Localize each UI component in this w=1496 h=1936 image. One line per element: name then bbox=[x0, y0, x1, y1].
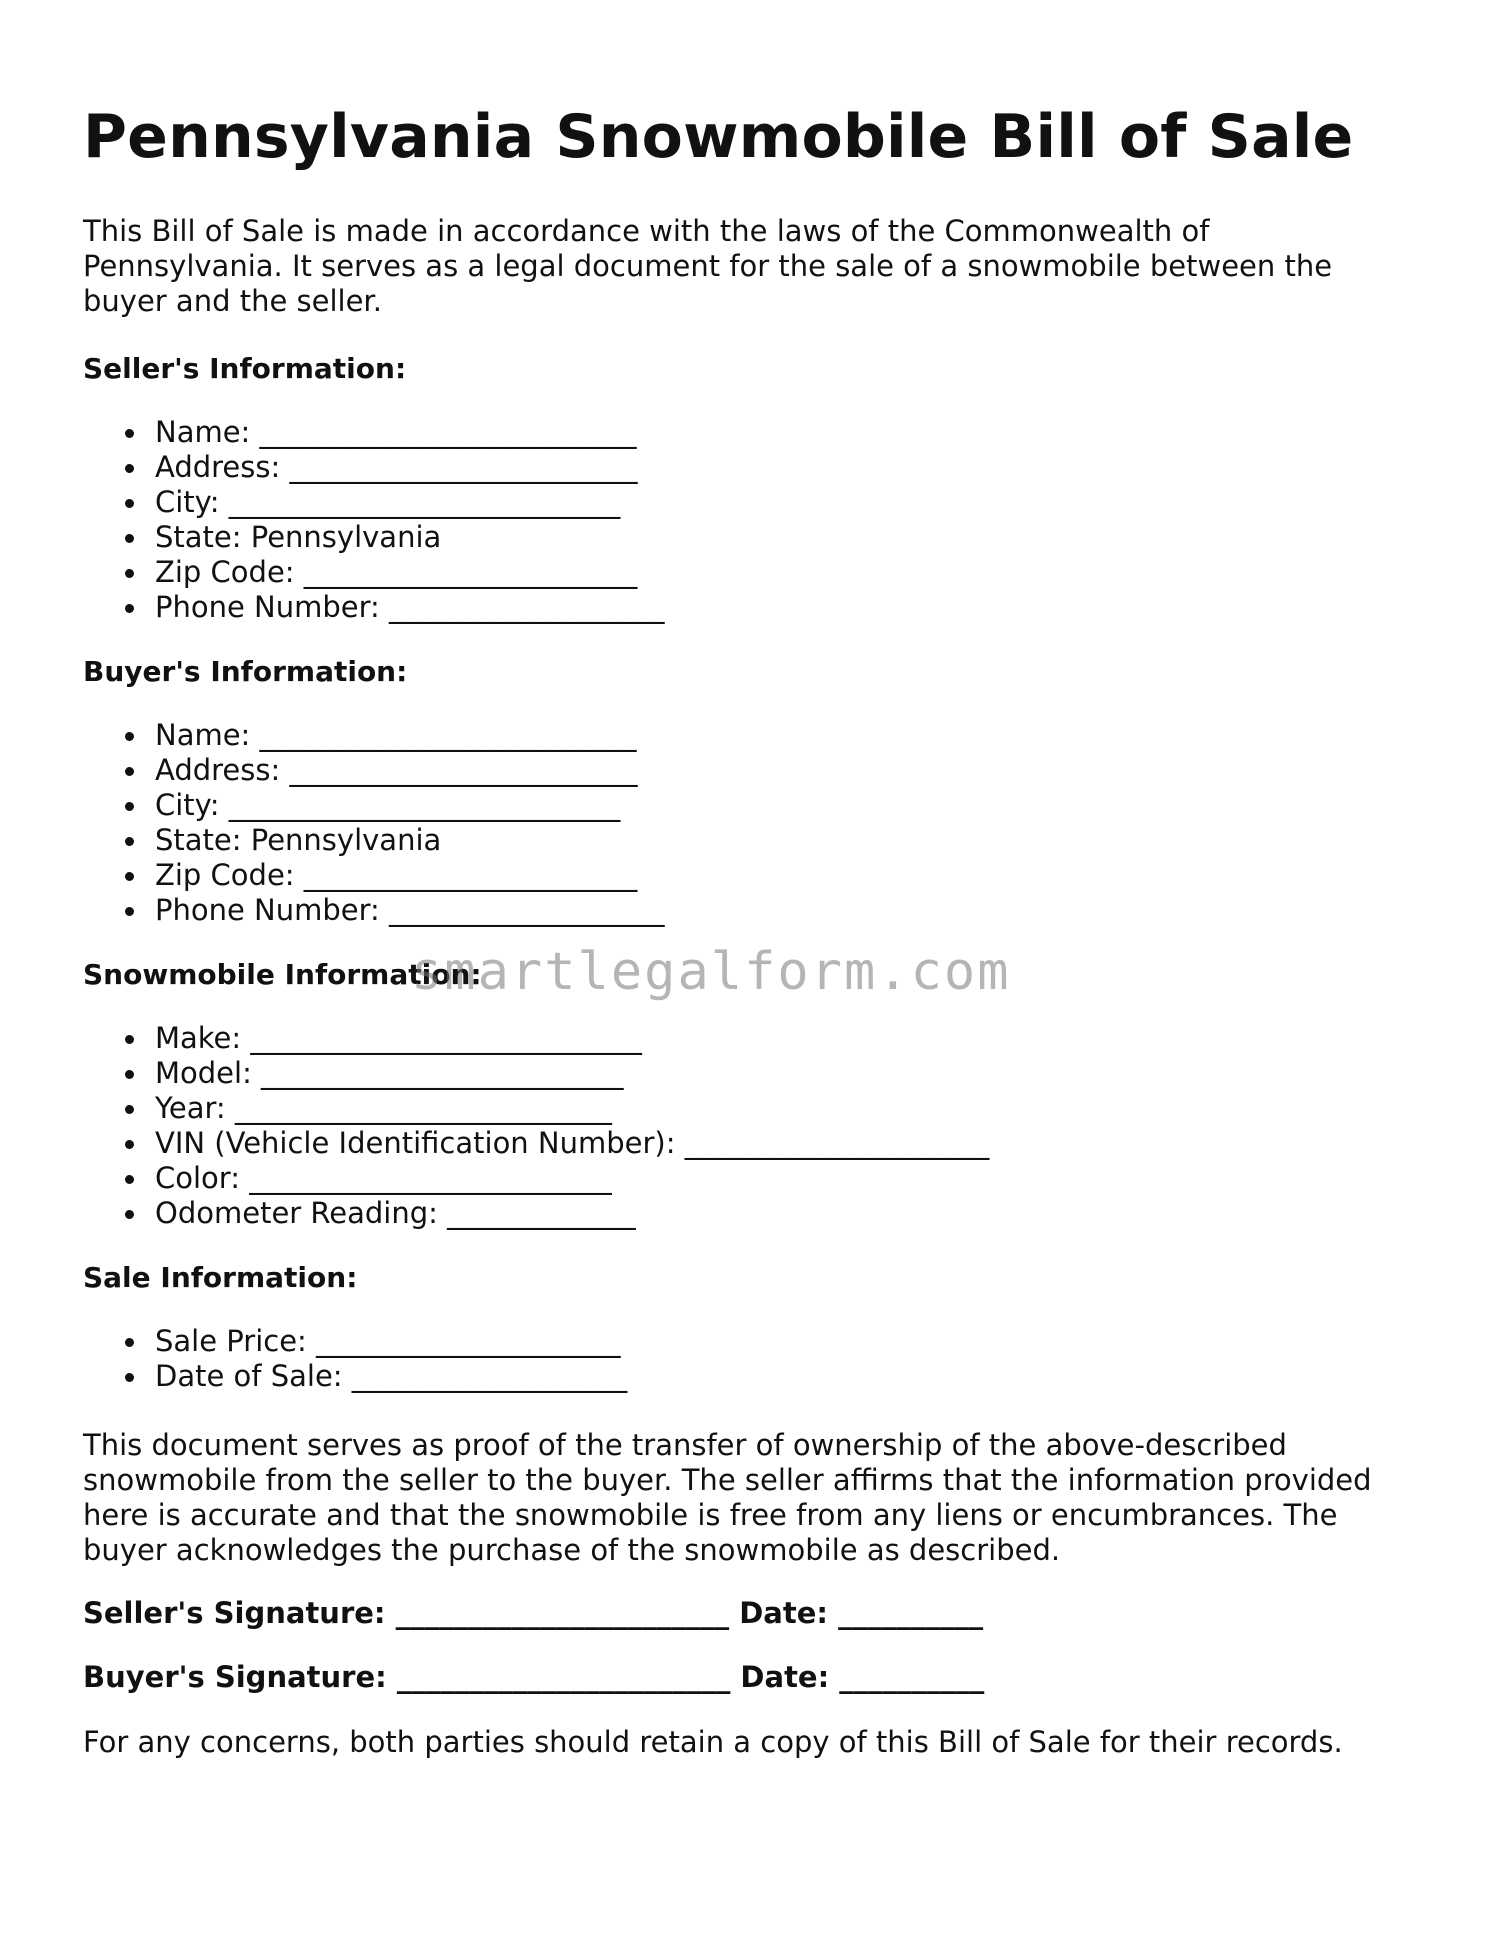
sale-date-field: Date of Sale: ___________________ bbox=[83, 1359, 627, 1394]
seller-heading: Seller's Information: bbox=[83, 352, 407, 385]
sale-heading: Sale Information: bbox=[83, 1261, 358, 1294]
snowmobile-year-field: Year: __________________________ bbox=[83, 1091, 989, 1126]
closing-note: For any concerns, both parties should retain a copy of this Bill of Sale for their records. bbox=[83, 1725, 1343, 1759]
transfer-statement: This document serves as proof of the transfer of ownership of the above-described snowmobile from the seller to the buyer. The seller affirms that the information provided here is accurate and that the snowmobile is free from any liens or encumbrances. The buyer acknowledges the purchase of the snowmobile as described. bbox=[83, 1428, 1372, 1567]
snowmobile-heading: Snowmobile Information: bbox=[83, 958, 482, 991]
buyer-name-field: Name: __________________________ bbox=[83, 718, 665, 753]
buyer-info-list bbox=[83, 718, 665, 928]
seller-name-field: Name: __________________________ bbox=[83, 415, 665, 450]
seller-zip-field: Zip Code: _______________________ bbox=[83, 555, 665, 590]
buyer-phone-field: Phone Number: ___________________ bbox=[83, 893, 665, 928]
seller-state-field: State: Pennsylvania bbox=[83, 520, 665, 555]
snowmobile-make-field: Make: ___________________________ bbox=[83, 1021, 989, 1056]
seller-signature-line: Seller's Signature: _______________________ Date: __________ bbox=[83, 1596, 984, 1630]
intro-paragraph: This Bill of Sale is made in accordance with the laws of the Commonwealth of Pennsylvania. It serves as a legal document for the sale of a snowmobile between the buyer and the seller. bbox=[83, 214, 1333, 318]
buyer-city-field: City: ___________________________ bbox=[83, 788, 665, 823]
snowmobile-model-field: Model: _________________________ bbox=[83, 1056, 989, 1091]
seller-address-field: Address: ________________________ bbox=[83, 450, 665, 485]
snowmobile-info-list bbox=[83, 1021, 989, 1231]
seller-city-field: City: ___________________________ bbox=[83, 485, 665, 520]
buyer-address-field: Address: ________________________ bbox=[83, 753, 665, 788]
sale-info-list bbox=[83, 1324, 627, 1394]
buyer-zip-field: Zip Code: _______________________ bbox=[83, 858, 665, 893]
seller-info-list bbox=[83, 415, 665, 625]
buyer-heading: Buyer's Information: bbox=[83, 655, 408, 688]
watermark-text: smartlegalform.com bbox=[411, 942, 1011, 1002]
document-title: Pennsylvania Snowmobile Bill of Sale bbox=[83, 102, 1354, 172]
sale-price-field: Sale Price: _____________________ bbox=[83, 1324, 627, 1359]
snowmobile-color-field: Color: _________________________ bbox=[83, 1161, 989, 1196]
snowmobile-odometer-field: Odometer Reading: _____________ bbox=[83, 1196, 989, 1231]
seller-phone-field: Phone Number: ___________________ bbox=[83, 590, 665, 625]
buyer-state-field: State: Pennsylvania bbox=[83, 823, 665, 858]
buyer-signature-line: Buyer's Signature: _______________________ Date: __________ bbox=[83, 1660, 985, 1694]
snowmobile-vin-field: VIN (Vehicle Identification Number): _____________________ bbox=[83, 1126, 989, 1161]
